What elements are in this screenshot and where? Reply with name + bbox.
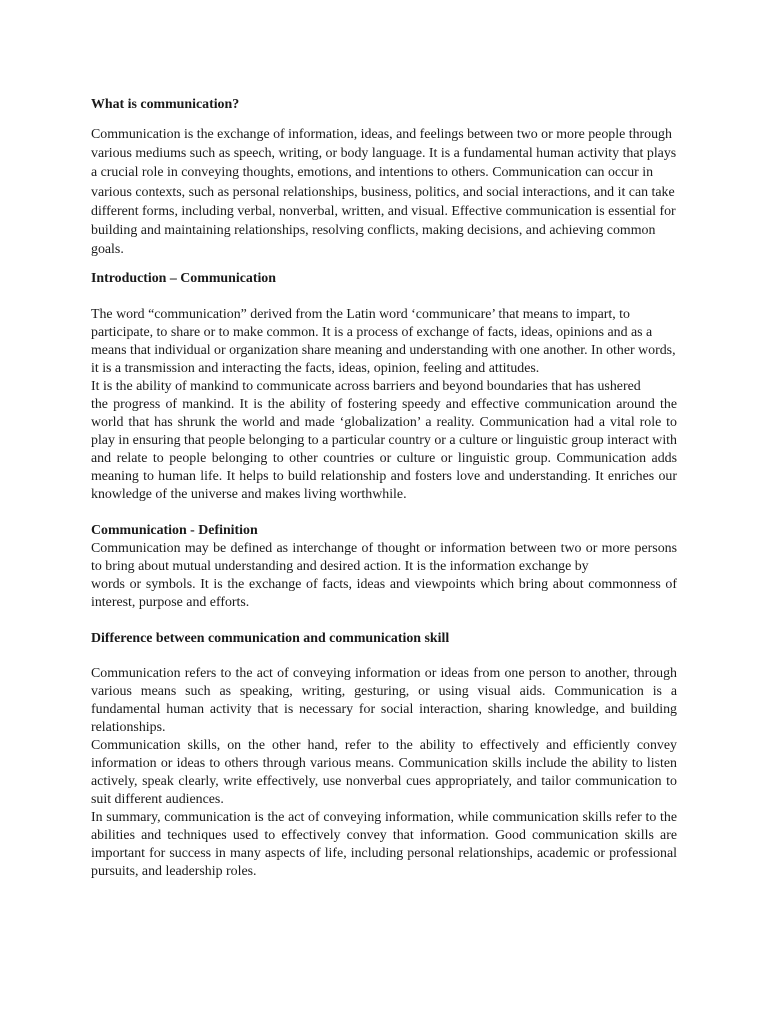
section-heading-definition: Communication - Definition: [91, 523, 258, 539]
paragraph: Communication skills, on the other hand, refer to the ability to effectively and efficiently convey information or ideas to others through various means. Communication skills include the ability to listen actively, speak clearly, write effectively, use nonverbal cues appropriately, and tailor communication to suit different audiences.: [91, 738, 677, 808]
section-heading-introduction: Introduction – Communication: [91, 271, 276, 287]
paragraph: It is the ability of mankind to communicate across barriers and beyond boundaries that has ushered: [91, 379, 641, 395]
paragraph: Communication refers to the act of conveying information or ideas from one person to another, through various means such as speaking, writing, gesturing, or using visual aids. Communication is a fundamental human activity that is necessary for social interaction, sharing knowledge, and building relationships.: [91, 666, 677, 736]
document-page: [91, 90, 677, 881]
paragraph: the progress of mankind. It is the ability of fostering speedy and effective communication around the world that has shrunk the world and made ‘globalization’ a reality. Communication had a vital role to play in ensuring that people belonging to a particular country or a culture or linguistic group interact with and relate to people belonging to other countries or culture or linguistic group. Communication adds meaning to human life. It helps to build relationship and fosters love and understanding. It enriches our knowledge of the universe and makes living worthwhile.: [91, 397, 677, 503]
paragraph: In summary, communication is the act of conveying information, while communication skills refer to the abilities and techniques used to effectively convey that information. Good communication skills are important for success in many aspects of life, including personal relationships, academic or professional pursuits, and leadership roles.: [91, 810, 677, 880]
section-heading-difference: Difference between communication and communication skill: [91, 631, 450, 647]
paragraph: words or symbols. It is the exchange of facts, ideas and viewpoints which bring about commonness of interest, purpose and efforts.: [91, 577, 677, 611]
paragraph: Communication may be defined as interchange of thought or information between two or more persons to bring about mutual understanding and desired action. It is the information exchange by: [91, 541, 677, 575]
paragraph: Communication is the exchange of information, ideas, and feelings between two or more people through various mediums such as speech, writing, or body language. It is a fundamental human activity that plays a crucial role in conveying thoughts, emotions, and intentions to others. Communication can occur in various contexts, such as personal relationships, business, politics, and social interactions, and it can take different forms, including verbal, nonverbal, written, and visual. Effective communication is essential for building and maintaining relationships, resolving conflicts, making decisions, and achieving common goals.: [91, 127, 677, 258]
paragraph: The word “communication” derived from the Latin word ‘communicare’ that means to impart, to participate, to share or to make common. It is a process of exchange of facts, ideas, opinions and as a means that individual or organization share meaning and understanding with one another. In other words, it is a transmission and interacting the facts, ideas, opinion, feeling and attitudes.: [91, 307, 676, 377]
section-heading-what-is-communication: What is communication?: [91, 97, 240, 112]
